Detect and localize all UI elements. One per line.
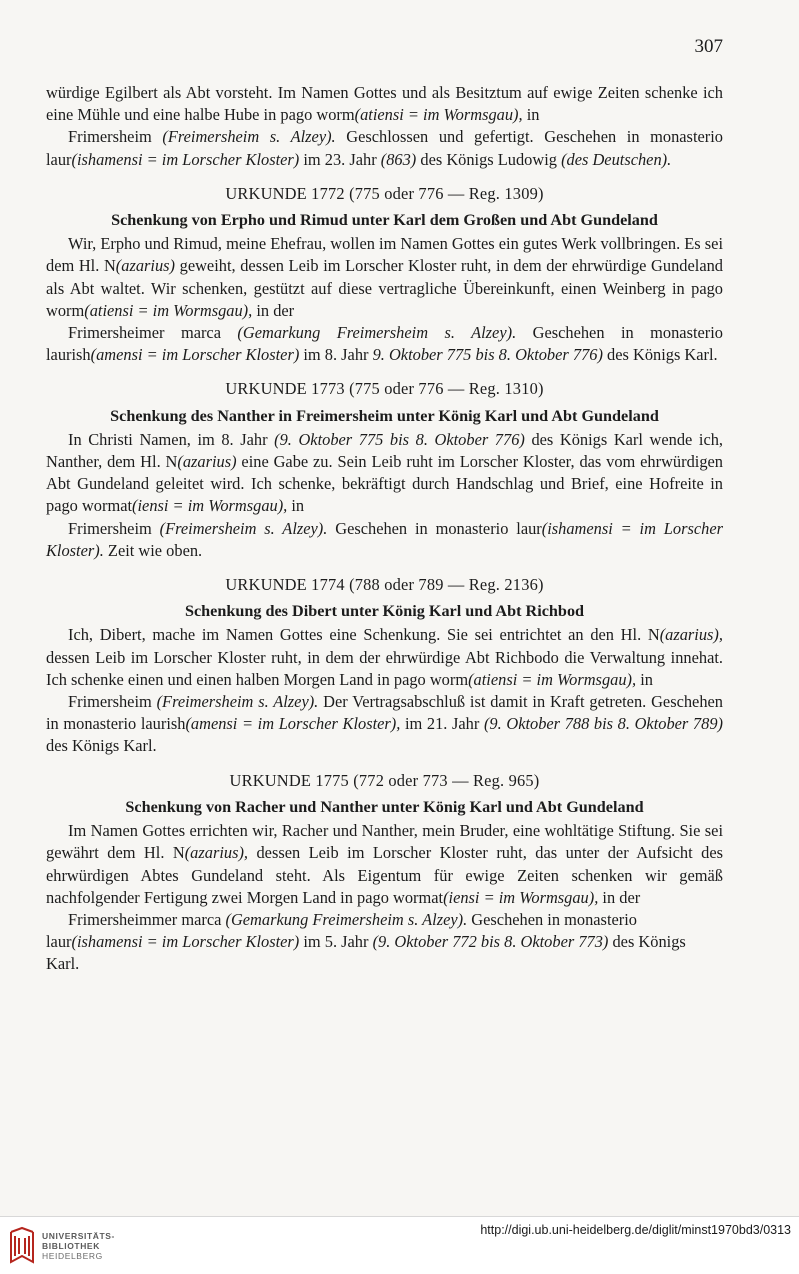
- urkunde-1772-heading: URKUNDE 1772 (775 oder 776 — Reg. 1309): [225, 183, 544, 203]
- intro-paragraph-1: würdige Egilbert als Abt vorsteht. Im Namen Gottes und als Besitztum auf ewige Zeiten schenke ich eine Mühle und eine halbe Hube in pago worm(atiensi = im Wormsgau), in: [46, 83, 723, 125]
- page-text: [46, 82, 723, 976]
- urkunde-1775-heading: URKUNDE 1775 (772 oder 773 — Reg. 965): [229, 770, 540, 790]
- urkunde-1775-paragraph-1: Im Namen Gottes errichten wir, Racher und Nanther, mein Bruder, eine wohltätige Stiftung. Sie sei gewährt dem Hl. N(azarius), dessen Leib im Lorscher Kloster ruht, das unter der Aufsicht des ehrwürdigen Abtes Gundeland steht. Als Eigentum für ewige Zeiten schenken wir gemäß nachfolgender Fertigung zwei Morgen Land in pago wormat(iensi = im Wormsgau), in der: [46, 821, 723, 907]
- library-name: [42, 1231, 115, 1261]
- urkunde-1772-paragraph-2: Frimersheimer marca (Gemarkung Freimersheim s. Alzey). Geschehen in monasterio laurish(amensi = im Lorscher Kloster) im 8. Jahr 9. Oktober 775 bis 8. Oktober 776) des Königs Karl.: [46, 323, 723, 365]
- library-name-line-1: UNIVERSITÄTS-: [42, 1231, 115, 1241]
- urkunde-1774-paragraph-2: Frimersheim (Freimersheim s. Alzey). Der Vertragsabschluß ist damit in Kraft getreten. Geschehen in monasterio laurish(amensi = im Lorscher Kloster), im 21. Jahr (9. Oktober 788 bis 8. Oktober 789) des Königs Karl.: [46, 692, 723, 756]
- urkunde-1772-title: Schenkung von Erpho und Rimud unter Karl dem Großen und Abt Gundeland: [111, 211, 658, 230]
- urkunde-1775-title: Schenkung von Racher und Nanther unter König Karl und Abt Gundeland: [125, 797, 644, 816]
- urkunde-1774-title: Schenkung des Dibert unter König Karl und Abt Richbod: [184, 602, 585, 621]
- intro-paragraph-2: Frimersheim (Freimersheim s. Alzey). Geschlossen und gefertigt. Geschehen in monasterio laur(ishamensi = im Lorscher Kloster) im 23. Jahr (863) des Königs Ludowig (des Deutschen).: [46, 127, 723, 169]
- library-name-line-2: BIBLIOTHEK: [42, 1241, 100, 1251]
- urkunde-1772-paragraph-1: Wir, Erpho und Rimud, meine Ehefrau, wollen im Namen Gottes ein gutes Werk vollbringen. Es sei dem Hl. N(azarius) geweiht, dessen Leib im Lorscher Kloster ruht, in dem der ehrwürdige Gundeland als Abt waltet. Wir schenken, gestützt auf diese vertragliche Übereinkunft, einen Weinberg in pago worm(atiensi = im Wormsgau), in der: [46, 234, 723, 320]
- urkunde-1773-paragraph-1: In Christi Namen, im 8. Jahr (9. Oktober 775 bis 8. Oktober 776) des Königs Karl wende ich, Nanther, dem Hl. N(azarius) eine Gabe zu. Sein Leib ruht im Lorscher Kloster, das vom ehrwürdigen Abt Gundeland geleitet wird. Ich schenke, bekräftigt durch Handschlag und Brief, eine Hofreite in pago wormat(iensi = im Wormsgau), in: [46, 429, 724, 516]
- urkunde-1774-heading: URKUNDE 1774 (788 oder 789 — Reg. 2136): [225, 575, 544, 595]
- urkunde-1774-paragraph-1: Ich, Dibert, mache im Namen Gottes eine Schenkung. Sie sei entrichtet an den Hl. N(azarius), dessen Leib im Lorscher Kloster ruht, in dem der ehrwürdige Abt Richbodo die Verwaltung innehat. Ich schenke einen und einen halben Morgen Land in pago worm(atiensi = im Wormsgau), in: [46, 625, 723, 689]
- urkunde-1775-paragraph-2: Frimersheimmer marca (Gemarkung Freimersheim s. Alzey). Geschehen in monasterio laur(ishamensi = im Lorscher Kloster) im 5. Jahr (9. Oktober 772 bis 8. Oktober 773) des Königs Karl.: [46, 909, 686, 974]
- footer-bar: [0, 1216, 799, 1274]
- university-library-logo-icon: [8, 1226, 36, 1266]
- source-url-link[interactable]: http://digi.ub.uni-heidelberg.de/diglit/minst1970bd3/0313: [480, 1223, 791, 1237]
- urkunde-1773-heading: URKUNDE 1773 (775 oder 776 — Reg. 1310): [225, 379, 544, 399]
- urkunde-1773-title: Schenkung des Nanther in Freimersheim unter König Karl und Abt Gundeland: [110, 406, 659, 425]
- page-number: 307: [694, 36, 723, 57]
- urkunde-1773-paragraph-2: Frimersheim (Freimersheim s. Alzey). Geschehen in monasterio laur(ishamensi = im Lorscher Kloster). Zeit wie oben.: [46, 518, 723, 560]
- library-name-line-3: HEIDELBERG: [42, 1251, 103, 1261]
